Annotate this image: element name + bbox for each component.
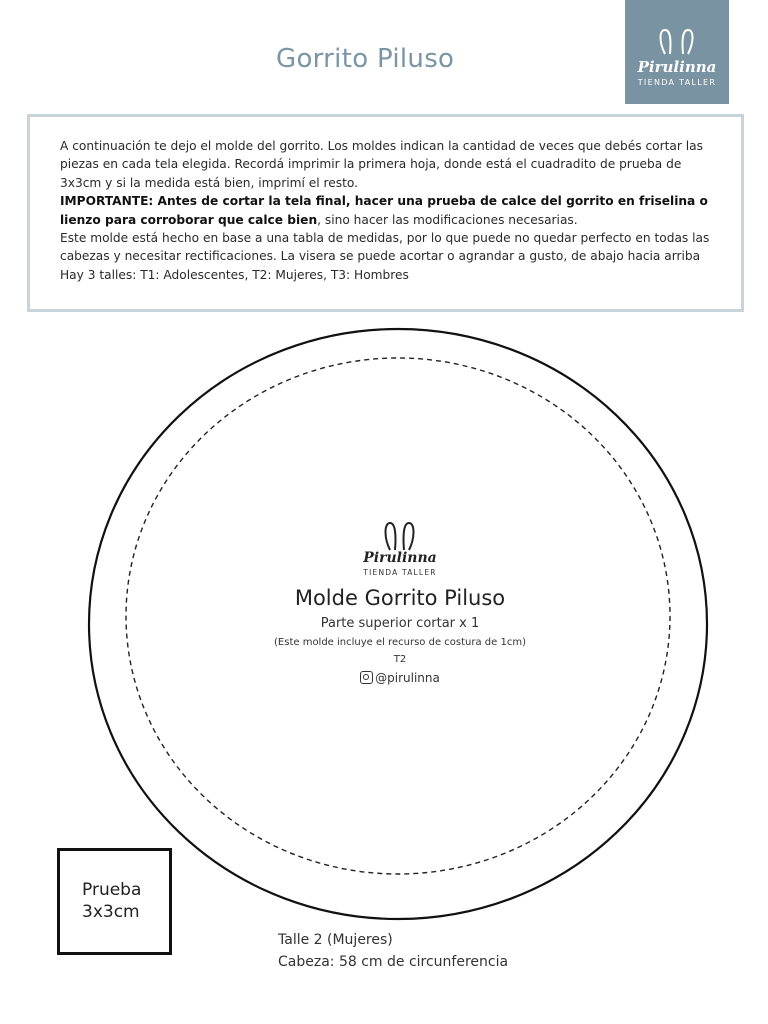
instagram-handle bbox=[200, 671, 600, 685]
brand-name: Pirulinna bbox=[637, 58, 717, 76]
test-square bbox=[57, 848, 172, 955]
important-bold: IMPORTANTE: Antes de cortar la tela final, hacer una prueba de calce del gorrito en friselina o lienzo para corroborar que calce bien bbox=[60, 194, 708, 227]
handle-text: @pirulinna bbox=[375, 671, 440, 685]
instructions-box bbox=[27, 114, 744, 312]
test-square-label bbox=[82, 879, 141, 923]
pattern-title: Molde Gorrito Piluso bbox=[294, 586, 506, 610]
head-circumference: Cabeza: 58 cm de circunferencia bbox=[278, 954, 509, 970]
bunny-ears-icon bbox=[625, 0, 729, 104]
instagram-icon bbox=[360, 671, 373, 684]
pattern-logo bbox=[340, 518, 460, 578]
pattern-logo-name: Pirulinna bbox=[363, 550, 437, 566]
intro-paragraph: A continuación te dejo el molde del gorrito. Los moldes indican la cantidad de veces que debés cortar las piezas en cada tela elegida. Recordá imprimir la primera hoja, donde está el cuadradito de prueba de 3x3cm y si la medida está bien, imprimí el resto. bbox=[60, 139, 703, 190]
page-title: Gorrito Piluso bbox=[276, 44, 455, 74]
fit-paragraph: Este molde está hecho en base a una tabla de medidas, por lo que puede no quedar perfecto en todas las cabezas y necesitar rectificaciones. La visera se puede acortar o agrandar a gusto, de abajo hacia arriba bbox=[60, 231, 710, 264]
test-square-line1: Prueba bbox=[82, 880, 142, 900]
brand-logo bbox=[625, 0, 729, 104]
important-paragraph bbox=[60, 192, 720, 229]
pattern-logo-subtitle: TIENDA TALLER bbox=[363, 568, 437, 577]
sizes-line: Hay 3 talles: T1: Adolescentes, T2: Mujeres, T3: Hombres bbox=[60, 267, 409, 282]
size-code: T2 bbox=[393, 654, 407, 665]
brand-subtitle: TIENDA TALLER bbox=[637, 78, 717, 87]
size-info bbox=[278, 929, 508, 973]
important-rest: , sino hacer las modificaciones necesarias. bbox=[317, 212, 578, 227]
pattern-piece: Parte superior cortar x 1 bbox=[320, 616, 480, 631]
seam-note: (Este molde incluye el recurso de costura de 1cm) bbox=[274, 637, 526, 648]
size-label: Talle 2 (Mujeres) bbox=[278, 932, 393, 948]
test-square-line2: 3x3cm bbox=[82, 902, 140, 922]
instructions-text bbox=[60, 137, 720, 284]
